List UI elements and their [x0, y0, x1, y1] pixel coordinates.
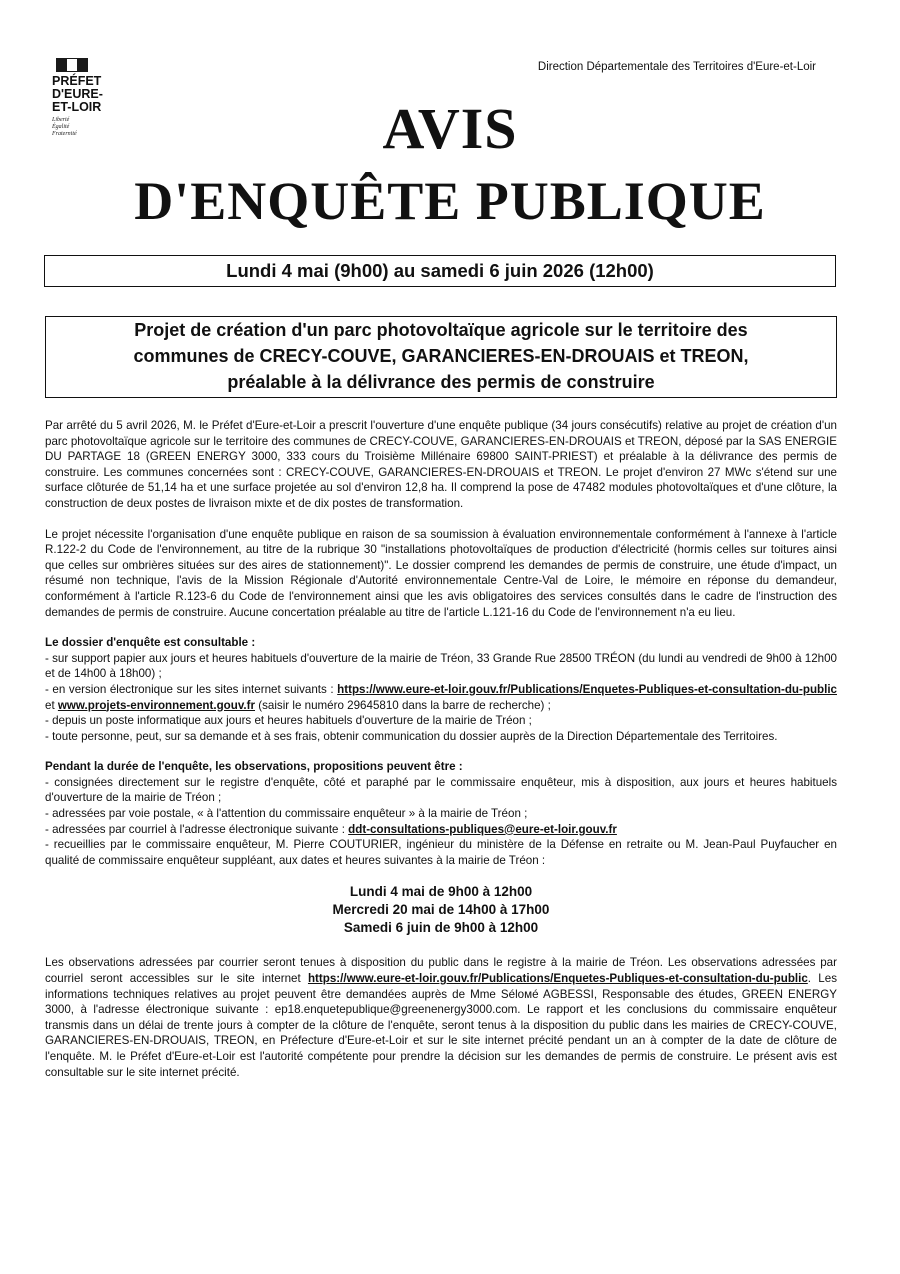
dates-banner: Lundi 4 mai (9h00) au samedi 6 juin 2026 (12h00): [44, 255, 836, 287]
paragraph-arrete: Par arrêté du 5 avril 2026, M. le Préfet d'Eure-et-Loir a prescrit l'ouverture d'une enquête publique (34 jours consécutifs) relative au projet de création d'un parc photovoltaïque agricole sur le territoire des communes de CRECY-COUVE, GARANCIERES-EN-DROUAIS et TREON, déposé par la SAS ENERGIE DU PARTAGE 18 (GREEN ENERGY 3000, 333 cours du Troisième Millénaire 69800 SAINT-PRIEST) et préalable à la délivrance des permis de construire. Les communes concernées sont : CRECY-COUVE, GARANCIERES-EN-DROUAIS et TREON. Le projet d'environ 27 MWc s'étend sur une surface clôturée de 51,14 ha et une surface projetée au sol d'environ 12,8 ha. Il comprend la pose de 47482 modules photovoltaïques et d'une clôture, la construction de deux postes de livraison mixte et de dix postes de transformation.: [45, 419, 837, 510]
ddt-email-link[interactable]: ddt-consultations-publiques@eure-et-loir.gouv.fr: [348, 822, 617, 836]
observations-item: - recueillies par le commissaire enquêteur, M. Pierre COUTURIER, ingénieur du ministère de la Défense en retraite ou M. Jean-Paul Puyfaucher en qualité de commissaire enquêteur suppléant, aux dates et heures suivantes à la mairie de Tréon :: [45, 838, 837, 867]
project-line: préalable à la délivrance des permis de construire: [227, 372, 655, 392]
permanences-list: [45, 883, 837, 937]
projets-environnement-link[interactable]: www.projets-environnement.gouv.fr: [57, 698, 256, 712]
permanence-date: Samedi 6 juin de 9h00 à 12h00: [343, 920, 539, 936]
body-text: [45, 418, 837, 1080]
marianne-flag-icon: [56, 58, 88, 72]
observations-item: - adressées par voie postale, « à l'attention du commissaire enquêteur » à la mairie de Tréon ;: [45, 807, 528, 821]
title-line-1: AVIS: [382, 96, 518, 161]
logo-motto: Liberté Égalité Fraternité: [52, 117, 77, 137]
dossier-item: - en version électronique sur les sites internet suivants : https://www.eure-et-loir.gouv.fr/Publications/Enquetes-Publiques-et-consultation-du-public et www.projets-environnement.gouv.fr (saisir le numéro 29645810 dans la barre de recherche) ;: [45, 682, 837, 712]
observations-item: - adressées par courriel à l'adresse électronique suivante : ddt-consultations-publiques@eure-et-loir.gouv.fr: [45, 822, 617, 836]
paragraph-projet: Le projet nécessite l'organisation d'une enquête publique en raison de sa soumission à évaluation environnementale conformément à l'annexe à l'article R.122-2 du Code de l'environnement, au titre de la rubrique 30 "installations photovoltaïques de production d'électricité (hormis celles sur toitures ainsi que celles sur ombrières situées sur des aires de stationnement)". Le dossier comprend les demandes de permis de construire, une étude d'impact, un résumé non technique, l'avis de la Mission Régionale d'Autorité environnementale Centre-Val de Loire, le mémoire en réponse du demandeur, conformément à l'article R.123-6 du Code de l'environnement ainsi que les avis obligatoires des services consultés dans le cadre de l'instruction des demandes de permis de construire. Aucune concertation préalable au titre de l'article L.121-16 du Code de l'environnement n'a eu lieu.: [45, 527, 837, 619]
permanence-date: Lundi 4 mai de 9h00 à 12h00: [349, 884, 533, 900]
dossier-item: - toute personne, peut, sur sa demande et à ses frais, obtenir communication du dossier auprès de la Direction Départementale des Territoires.: [45, 729, 778, 743]
observations-item: - consignées directement sur le registre d'enquête, côté et paraphé par le commissaire enquêteur, mis à disposition, aux jours et heures habituels d'ouverture de la mairie de Tréon ;: [45, 775, 837, 805]
prefecture-website-link[interactable]: https://www.eure-et-loir.gouv.fr/Publications/Enquetes-Publiques-et-consultation-du-public: [337, 682, 837, 696]
title-line-2: D'ENQUÊTE PUBLIQUE: [134, 171, 766, 231]
observations-heading: Pendant la durée de l'enquête, les observations, propositions peuvent être :: [45, 760, 463, 774]
paragraph-final: Les observations adressées par courrier seront tenues à disposition du public dans le registre à la mairie de Tréon. Les observations adressées par courriel seront accessibles sur le site internet https://www.eure-et-loir.gouv.fr/Publications/Enquetes-Publiques-et-consultation-du-public. Les informations techniques relatives au projet peuvent être demandées auprès de Mme Séloмé AGBESSI, Responsable des études, GREEN ENERGY 3000, à l'adresse électronique suivante : ep18.enquetepublique@greenenergy3000.com. Le rapport et les conclusions du commissaire enquêteur transmis dans un délai de trente jours à compter de la clôture de l'enquête, seront tenus à la disposition du public dans les mairies de CRECY-COUVE, GARANCIERES-EN-DROUAIS, TREON, en Préfecture d'Eure-et-Loir et sur le site internet précité pendant un an à compter de la date de clôture de l'enquête. M. le Préfet d'Eure-et-Loir est l'autorité compétente pour prendre la décision sur les demandes de permis de construire. Le présent avis est consultable sur le site internet précité.: [45, 956, 837, 1079]
issuing-authority: Direction Départementale des Territoires d'Eure-et-Loir: [537, 61, 816, 73]
permanence-date: Mercredi 20 mai de 14h00 à 17h00: [332, 902, 550, 918]
dossier-item: - depuis un poste informatique aux jours et heures habituels d'ouverture de la mairie de Tréon ;: [45, 714, 532, 728]
prefecture-website-link-2[interactable]: https://www.eure-et-loir.gouv.fr/Publications/Enquetes-Publiques-et-consultation-du-public: [307, 972, 808, 986]
project-line: Projet de création d'un parc photovoltaïque agricole sur le territoire des: [134, 320, 748, 340]
project-line: communes de CRECY-COUVE, GARANCIERES-EN-DROUAIS et TREON,: [133, 346, 749, 366]
logo-text: PRÉFET D'EURE- ET-LOIR: [52, 74, 103, 114]
project-box: [45, 316, 837, 398]
dossier-heading: Le dossier d'enquête est consultable :: [45, 636, 256, 650]
dossier-item: - sur support papier aux jours et heures habituels d'ouverture de la mairie de Tréon, 33 Grande Rue 28500 TRÉON (du lundi au vendredi de 9h00 à 12h00 et de 14h00 à 18h00) ;: [45, 651, 837, 681]
